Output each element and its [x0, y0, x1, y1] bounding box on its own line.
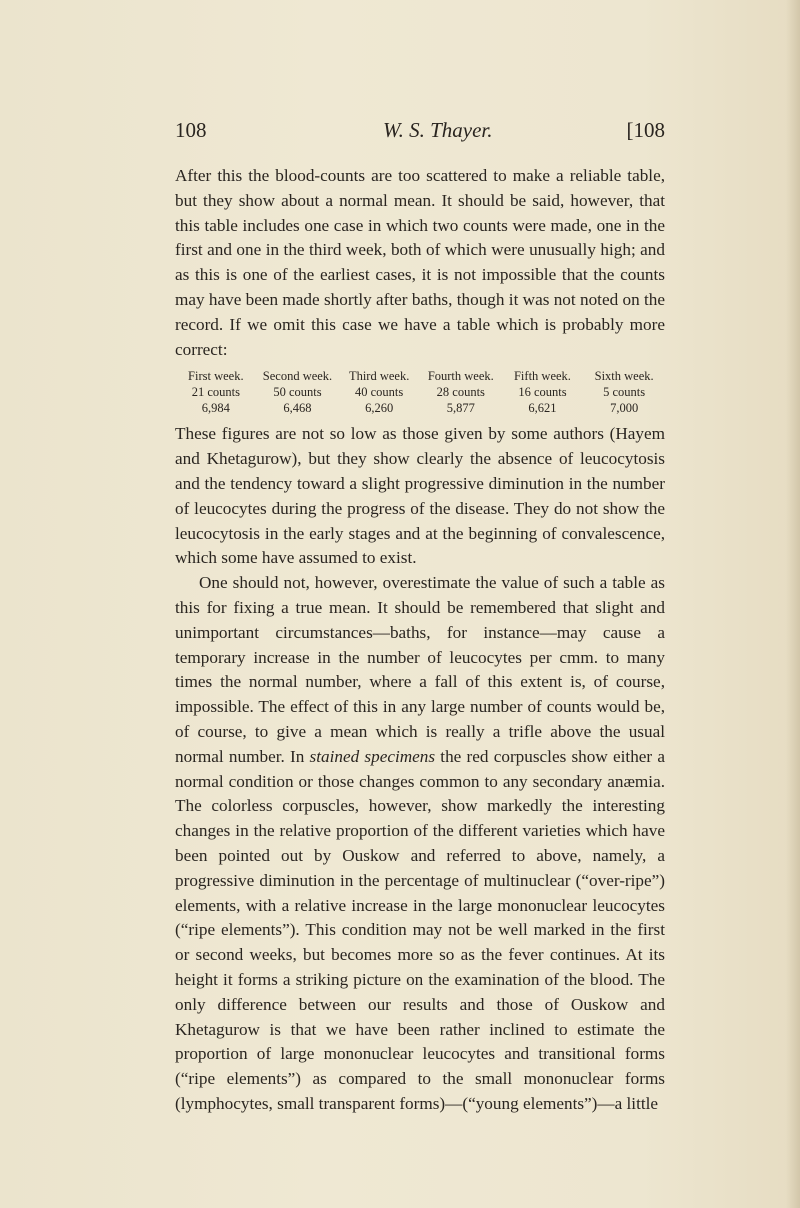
table-row-weeks — [175, 368, 665, 384]
table-cell: Sixth week. — [594, 369, 654, 384]
table-cell: 16 counts — [518, 385, 567, 400]
page-number: 108 — [175, 118, 207, 142]
paragraph-3 — [175, 571, 665, 1117]
table-cell: 6,984 — [201, 401, 230, 416]
page-number-bracket: [108 — [626, 118, 665, 142]
table-cell: 6,260 — [365, 401, 394, 416]
table-cell: Second week. — [262, 369, 333, 384]
table-cell: 7,000 — [610, 401, 639, 416]
table-row-counts — [175, 384, 665, 400]
paragraph-3-part-b: the red corpuscles show either a normal condition or those changes common to any secondary anæmia. The colorless corpuscles, however, show markedly the interesting changes in the relative proportion of the different varieties which have been pointed out by Ouskow and referred to above, namely, a progressive diminution in the percentage of multinuclear (“over-ripe”) elements, with a relative increase in the large mononuclear leucocytes (“ripe elements”). This condition may not be well marked in the first or second weeks, but becomes more so as the fever continues. At its height it forms a striking picture on the examination of the blood. The only difference between our results and those of Ouskow and Khetagurow is that we have been rather inclined to estimate the proportion of large mononuclear leucocytes and transitional forms (“ripe elements”) as compared to the small mononuclear forms (lymphocytes, small transparent forms)—(“young elements”)—a little — [175, 746, 665, 1113]
page-edge-shadow — [786, 0, 800, 1208]
table-cell: 6,468 — [283, 401, 312, 416]
table-cell: 5 counts — [603, 385, 646, 400]
table-cell: 5,877 — [446, 401, 475, 416]
table-row-means — [175, 400, 665, 416]
table-cell: First week. — [188, 369, 244, 384]
leucocyte-table — [175, 368, 665, 416]
table-cell: 6,621 — [528, 401, 557, 416]
table-cell: 28 counts — [436, 385, 485, 400]
table-cell: 50 counts — [273, 385, 322, 400]
paragraph-3-part-a: One should not, however, overestimate the value of such a table as this for fixing a true mean. It should be remembered that slight and unimportant circumstances—baths, for instance—may cause a temporary increase in the number of leucocytes per cmm. to many times the normal number, where a fall of this extent is, of course, impossible. The effect of this in any large number of counts would be, of course, to give a mean which is really a trifle above the usual normal number. In — [175, 573, 665, 766]
running-header — [175, 118, 665, 150]
paragraph-2: These figures are not so low as those given by some authors (Hayem and Khetagurow), but they show clearly the absence of leucocytosis and the tendency toward a slight progressive diminution in the number of leucocytes during the progress of the disease. They do not show the leucocytosis in the early stages and at the beginning of convalescence, which some have assumed to exist. — [175, 424, 665, 568]
paragraph-3-emphasis: stained specimens — [309, 746, 436, 766]
table-cell: Third week. — [348, 369, 410, 384]
paragraph-1: After this the blood-counts are too scattered to make a reliable table, but they show about a normal mean. It should be said, however, that this table includes one case in which two counts were made, one in the first and one in the third week, both of which were unusually high; and as this is one of the earliest cases, it is not impossible that the counts may have been made shortly after baths, though it was not noted on the record. If we omit this case we have a table which is probably more correct: — [175, 166, 665, 359]
table-cell: 21 counts — [191, 385, 240, 400]
table-cell: Fourth week. — [427, 369, 494, 384]
running-title: W. S. Thayer. — [383, 118, 493, 142]
table-cell: Fifth week. — [513, 369, 571, 384]
body-text — [175, 164, 665, 1117]
table-cell: 40 counts — [355, 385, 404, 400]
